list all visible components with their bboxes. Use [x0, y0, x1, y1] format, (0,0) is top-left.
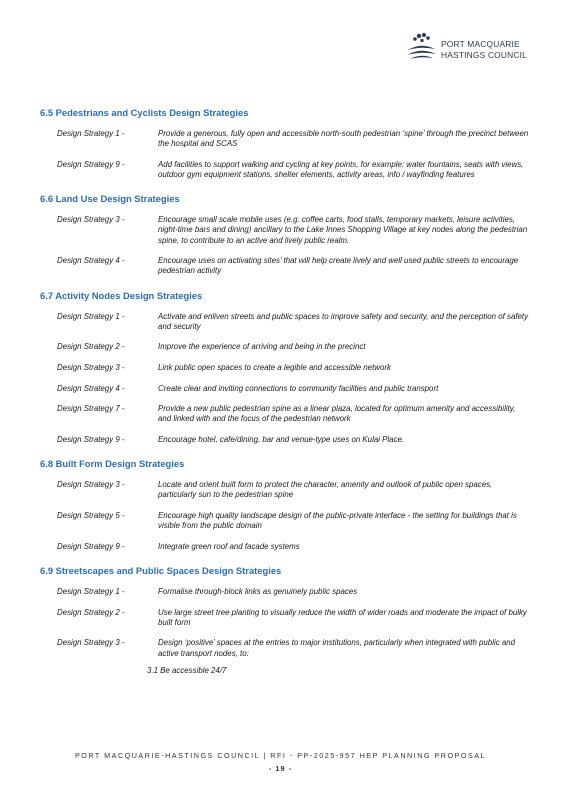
strategy-text: Encourage uses on activating sites’ that will help create lively and well used public streets to encourage pedestrian activity — [158, 256, 519, 276]
strategy-row — [40, 511, 530, 531]
strategy-row — [40, 638, 530, 658]
council-logo — [405, 30, 545, 66]
council-emblem-icon — [405, 32, 437, 62]
strategy-text: Encourage hotel, cafe/dining, bar and venue-type uses on Kulai Place. — [158, 434, 405, 444]
strategy-text: Encourage high quality landscape design of the public-private interface - the setting for buildings that is visible from the public domain — [158, 510, 517, 531]
strategy-label: Design Strategy 7 - — [57, 404, 125, 414]
strategy-label: Design Strategy 1 - — [57, 311, 125, 321]
strategy-label: Design Strategy 3 - — [57, 363, 125, 372]
strategy-row — [40, 160, 530, 180]
strategy-row — [40, 435, 530, 445]
document-body — [40, 107, 530, 689]
strategy-label: Design Strategy 2 - — [57, 607, 125, 617]
strategy-row — [40, 129, 530, 149]
section-6-6 — [40, 193, 530, 276]
strategy-text: Activate and enliven streets and public spaces to improve safety and security, and the perception of safety and security — [158, 311, 529, 331]
strategy-row — [40, 363, 530, 373]
strategy-text: Integrate green roof and facade systems — [158, 541, 300, 551]
strategy-row — [40, 256, 530, 276]
strategy-label: Design Strategy 9 - — [57, 159, 125, 169]
strategy-label: Design Strategy 9 - — [57, 541, 125, 551]
strategy-row — [40, 608, 530, 628]
strategy-text: Formalise through-block links as genuinely public spaces — [158, 586, 358, 596]
strategy-row — [40, 480, 530, 500]
strategy-row — [40, 404, 530, 424]
strategy-label: Design Strategy 3 - — [57, 480, 125, 490]
strategy-text: Encourage small scale mobile uses (e.g. coffee carts, food stalls, temporary markets, leisure activities, night-time bars and dining) ancillary to the Lake Innes Shopping Village at key nodes along the pedestrian spine, to contribute to an active and lively public realm. — [158, 215, 528, 245]
strategy-row — [40, 342, 530, 352]
strategy-text: Locate and orient built form to protect the character, amenity and outlook of public open spaces, particularly sun to the pedestrian spine — [158, 480, 493, 500]
strategy-row — [40, 542, 530, 552]
section-heading: 6.8 Built Form Design Strategies — [40, 458, 185, 470]
logo-text-line1: PORT MACQUARIE — [441, 39, 520, 49]
section-heading: 6.5 Pedestrians and Cyclists Design Strategies — [40, 107, 249, 118]
section-6-8 — [40, 458, 530, 552]
strategy-label: Design Strategy 5 - — [57, 510, 125, 520]
strategy-row — [40, 312, 530, 332]
strategy-label: Design Strategy 2 - — [57, 342, 125, 352]
strategy-text: Link public open spaces to create a legible and accessible network — [158, 363, 391, 372]
section-heading: 6.7 Activity Nodes Design Strategies — [40, 289, 203, 301]
strategy-label: Design Strategy 3 - — [57, 638, 125, 648]
strategy-row — [40, 587, 530, 597]
strategy-text: Provide a generous, fully open and accessible north-south pedestrian ‘spine’ through the precinct between the hospital and SCAS — [158, 129, 529, 149]
strategy-label: Design Strategy 3 - — [57, 215, 125, 225]
page-footer: PORT MACQUARIE-HASTINGS COUNCIL | RFI - PP-2025-957 HEP PLANNING PROPOSAL — [74, 751, 487, 760]
section-heading: 6.9 Streetscapes and Public Spaces Design Strategies — [40, 564, 282, 576]
section-6-7 — [40, 290, 530, 446]
strategy-row — [40, 215, 530, 246]
strategy-text: Add facilities to support walking and cycling at key points, for example: water fountains, seats with views, outdoor gym equipment stations, shelter elements, activity areas, info / wayfinding features — [158, 159, 524, 179]
section-6-9 — [40, 565, 530, 676]
strategy-label: Design Strategy 9 - — [57, 434, 125, 444]
strategy-label: Design Strategy 4 - — [57, 383, 125, 393]
strategy-row — [40, 384, 530, 394]
logo-text-line2: HASTINGS COUNCIL — [441, 50, 528, 60]
page-number: - 19 - — [268, 764, 293, 773]
strategy-subitem: 3.1 Be accessible 24/7 — [147, 666, 227, 676]
section-6-5 — [40, 107, 530, 180]
strategy-label: Design Strategy 4 - — [57, 256, 125, 266]
section-heading: 6.6 Land Use Design Strategies — [40, 193, 180, 205]
strategy-text: Improve the experience of arriving and being in the precinct — [158, 342, 366, 352]
strategy-text: Use large street tree planting to visually reduce the width of wider roads and moderate the impact of bulky built form — [158, 607, 527, 627]
strategy-text: Design ‘positive’ spaces at the entries to major institutions, particularly when integrated with public and active transport nodes, to: — [158, 638, 516, 658]
strategy-label: Design Strategy 1 - — [57, 129, 125, 138]
strategy-text: Create clear and inviting connections to community facilities and public transport — [158, 383, 439, 393]
strategy-label: Design Strategy 1 - — [57, 586, 125, 596]
strategy-text: Provide a new public pedestrian spine as a linear plaza, located for optimum amenity and accessibility, and linked with and the focus of the pedestrian network — [158, 404, 516, 424]
